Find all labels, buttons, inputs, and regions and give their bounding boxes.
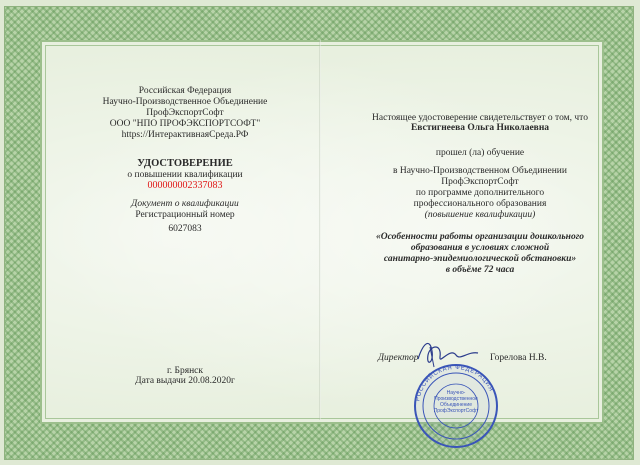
issuer-header bbox=[60, 86, 310, 141]
program-type: (повышение квалификации) bbox=[424, 210, 536, 220]
trained-text: прошел (ла) обучение bbox=[435, 148, 525, 158]
document-type: Документ о квалификации bbox=[131, 199, 239, 209]
stamp-line: Производственное bbox=[434, 396, 478, 402]
left-page bbox=[60, 0, 310, 465]
program-line: «Особенности работы организации дошкольного bbox=[376, 232, 584, 242]
certificate-number: 000000002337083 bbox=[147, 180, 223, 191]
recipient-name: Евстигнеева Ольга Николаевна bbox=[410, 123, 550, 133]
header-line: ПрофЭкспортСофт bbox=[146, 108, 224, 118]
stamp-line: Объединение bbox=[440, 402, 472, 408]
director-name: Горелова Н.В. bbox=[490, 353, 547, 363]
registration-number: 6027083 bbox=[168, 224, 202, 234]
registration-label: Регистрационный номер bbox=[135, 210, 235, 220]
stamp-line: ПрофЭкспортСофт bbox=[433, 408, 479, 414]
org-line: в Научно-Производственном Объединении bbox=[393, 166, 567, 176]
organization-block bbox=[338, 166, 622, 221]
org-line: по программе дополнительного bbox=[415, 188, 545, 198]
org-line: профессионального образования bbox=[413, 199, 547, 209]
header-line: ООО "НПО ПРОФЭКСПОРТСОФТ" bbox=[109, 119, 261, 129]
certificate-title: УДОСТОВЕРЕНИЕ bbox=[137, 158, 233, 169]
program-line: санитарно-эпидемиологической обстановки» bbox=[383, 254, 577, 264]
certificate-subtitle: о повышении квалификации bbox=[127, 170, 243, 180]
center-fold bbox=[319, 40, 321, 420]
issue-city: г. Брянск bbox=[166, 366, 204, 376]
issue-date: Дата выдачи 20.08.2020г bbox=[135, 376, 235, 386]
header-line: Научно-Производственное Объединение bbox=[102, 97, 268, 107]
org-line: ПрофЭкспортСофт bbox=[441, 177, 519, 187]
stamp-center-text bbox=[430, 390, 482, 414]
program-block bbox=[338, 232, 622, 276]
stamp-line: Научно- bbox=[446, 390, 466, 396]
header-line: Российская Федерация bbox=[138, 86, 232, 96]
program-line: образования в условиях сложной bbox=[410, 243, 550, 253]
header-line: https://ИнтерактивнаяСреда.РФ bbox=[121, 130, 249, 140]
director-label: Директор bbox=[378, 353, 419, 363]
program-volume: в объёме 72 часа bbox=[445, 265, 515, 275]
stamp-ring-text: РОССИЙСКАЯ ФЕДЕРАЦИЯ bbox=[415, 364, 494, 402]
intro-text: Настоящее удостоверение свидетельствует о том, что bbox=[372, 113, 588, 123]
